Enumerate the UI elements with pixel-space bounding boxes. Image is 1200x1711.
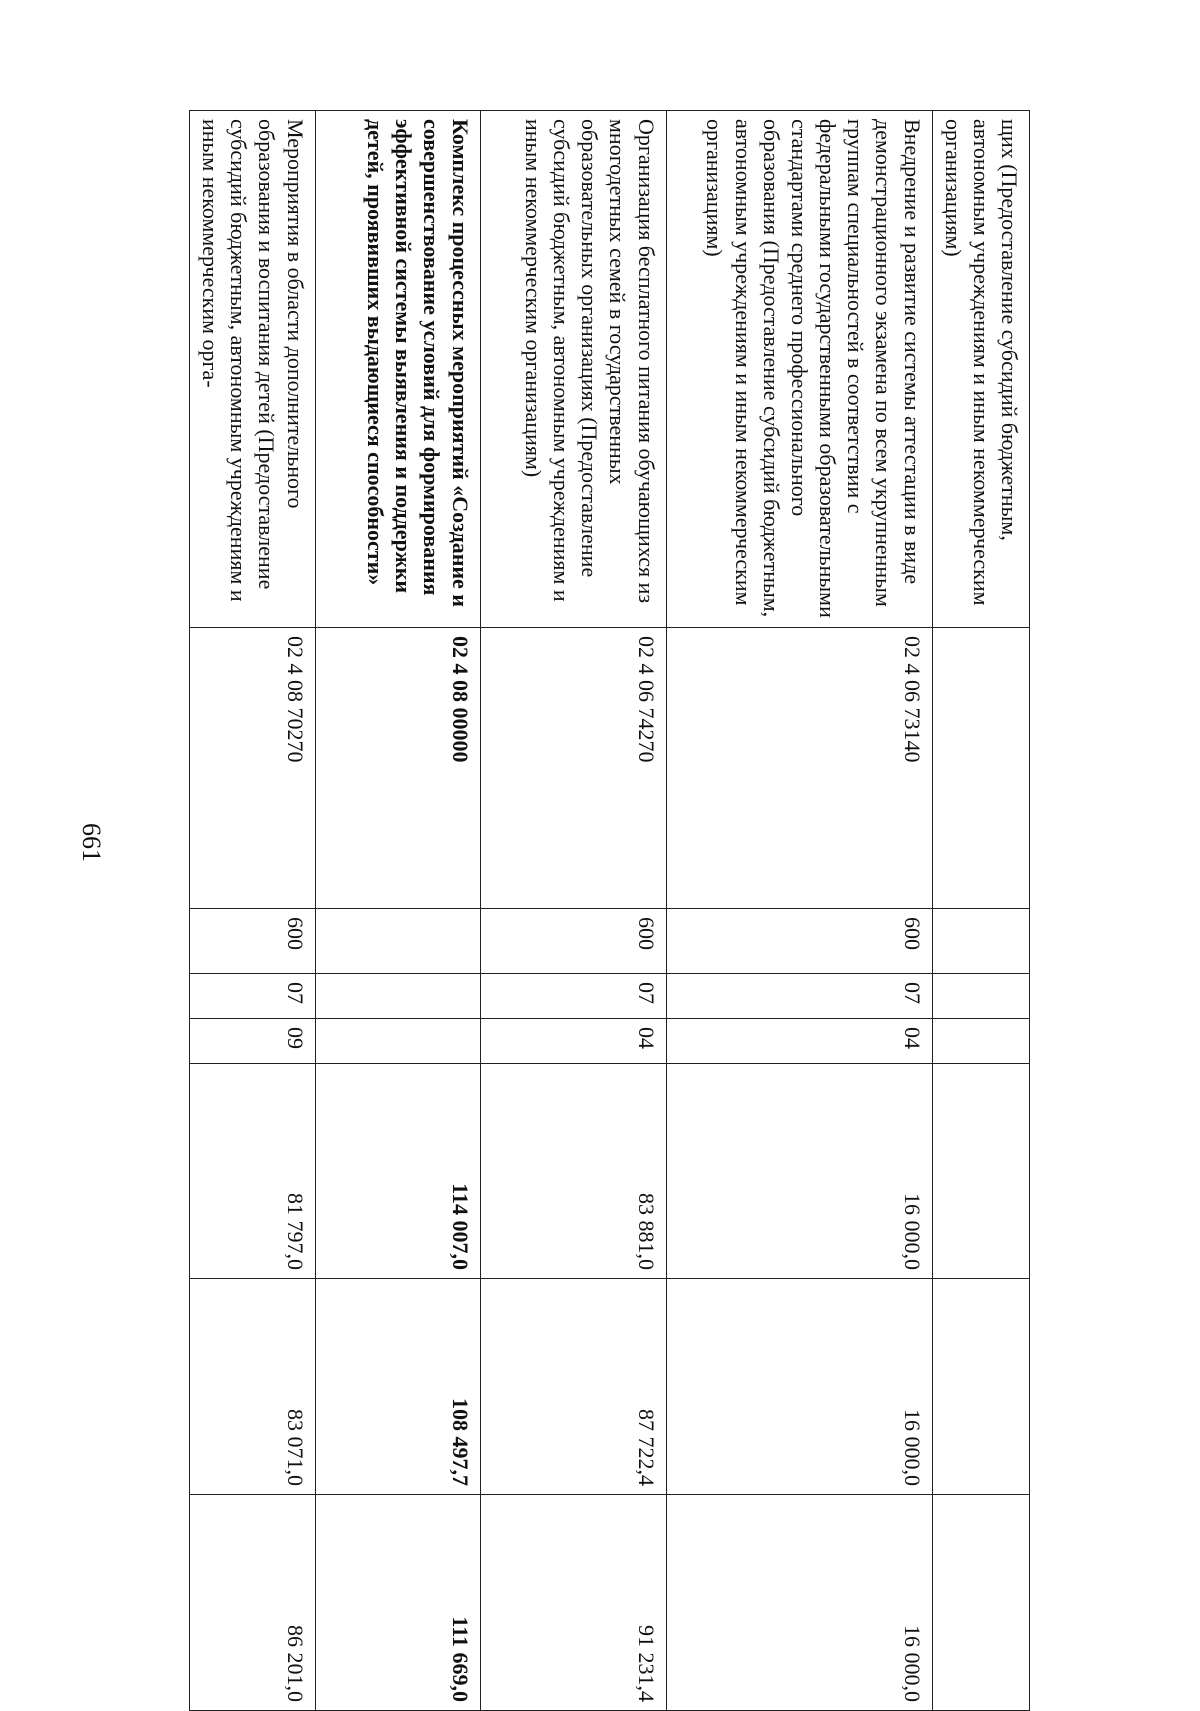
row-description: Внедрение и развитие системы аттестации в виде демонстрационного экзамена по всем укрупненным группам специальностей в соответствии с федеральными государственными образовательными стандартами среднего профессионального образования (Предоставление субсидий бюджетным, автономным учреждениям и иным некоммерческим организациям) [666,111,932,628]
row-description: щих (Предоставление субсидий бюджетным, автономным учреждениям и иным некоммерческим организациям) [932,111,1029,628]
amount-year-3: 91 231,4 [480,1495,666,1711]
amount-year-2 [932,1279,1029,1495]
amount-year-2: 108 497,7 [315,1279,480,1495]
table-row [315,111,480,1711]
expense-type: 600 [480,909,666,974]
subsection-code [932,1019,1029,1064]
subsection-code: 09 [189,1019,315,1064]
subsection-code [315,1019,480,1064]
section-code: 07 [480,974,666,1019]
table-row [189,111,315,1711]
table-row [666,111,932,1711]
amount-year-3: 111 669,0 [315,1495,480,1711]
section-code [932,974,1029,1019]
row-description: Мероприятия в области дополнительного образования и воспитания детей (Предоставление субсидий бюджетным, автономным учреждениям и иным некоммерческим орга- [189,111,315,628]
target-article-code: 02 4 06 74270 [480,628,666,909]
amount-year-1 [932,1064,1029,1279]
amount-year-1: 81 797,0 [189,1064,315,1279]
target-article-code: 02 4 06 73140 [666,628,932,909]
expense-type [932,909,1029,974]
table-row [932,111,1029,1711]
subsection-code: 04 [480,1019,666,1064]
amount-year-3: 86 201,0 [189,1495,315,1711]
expense-type: 600 [189,909,315,974]
amount-year-1: 114 007,0 [315,1064,480,1279]
section-code [315,974,480,1019]
target-article-code [932,628,1029,909]
amount-year-2: 16 000,0 [666,1279,932,1495]
target-article-code: 02 4 08 00000 [315,628,480,909]
target-article-code: 02 4 08 70270 [189,628,315,909]
amount-year-1: 83 881,0 [480,1064,666,1279]
amount-year-2: 83 071,0 [189,1279,315,1495]
page-number: 661 [77,823,106,862]
expense-type [315,909,480,974]
expense-type: 600 [666,909,932,974]
amount-year-2: 87 722,4 [480,1279,666,1495]
table-row [480,111,666,1711]
amount-year-3 [932,1495,1029,1711]
section-code: 07 [189,974,315,1019]
subsection-code: 04 [666,1019,932,1064]
budget-table [189,110,1030,1711]
amount-year-1: 16 000,0 [666,1064,932,1279]
row-description: Организация бесплатного питания обучающихся из многодетных семей в государственных образовательных организациях (Предоставление субсидий бюджетным, автономным учреждениям и иным некоммерческим организациям) [480,111,666,628]
amount-year-3: 16 000,0 [666,1495,932,1711]
row-description: Комплекс процессных мероприятий «Создание и совершенствование условий для формирования эффективной системы выявления и поддержки детей, проявивших выдающиеся способности» [315,111,480,628]
section-code: 07 [666,974,932,1019]
